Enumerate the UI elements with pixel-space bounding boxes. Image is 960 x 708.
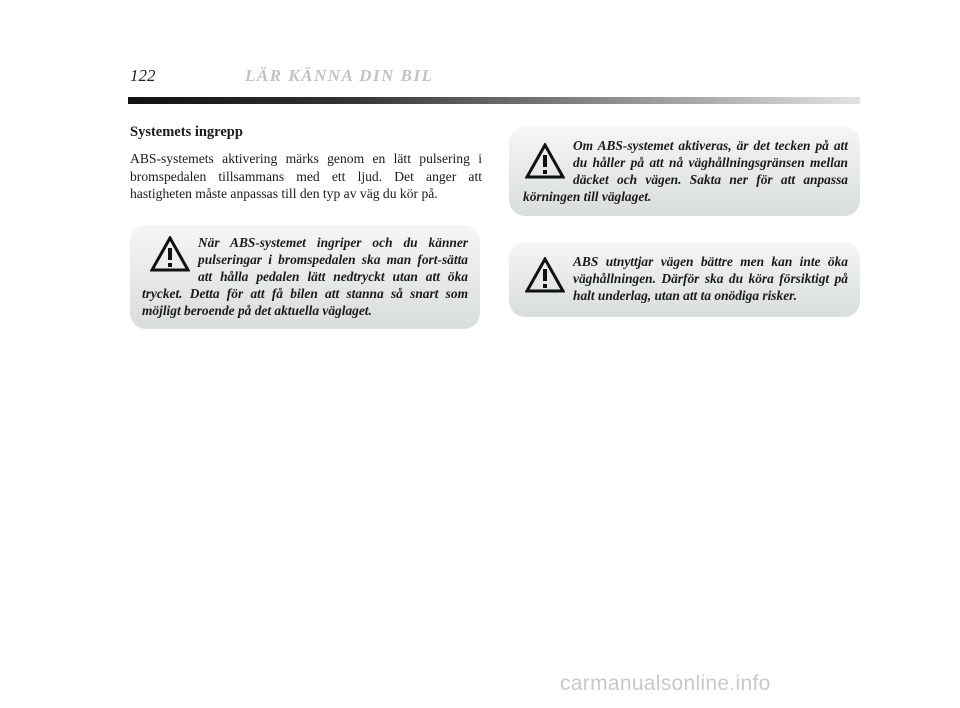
warning-triangle-icon	[525, 143, 565, 179]
watermark: carmanualsonline.info	[560, 672, 771, 695]
running-title: LÄR KÄNNA DIN BIL	[245, 66, 434, 85]
warning-text: ABS utnyttjar vägen bättre men kan inte öka väghållningen. Därför ska du köra försiktigt på halt underlag, utan att ta onödiga risker.	[573, 254, 848, 303]
warning-box-pedal-pulsing	[130, 225, 480, 329]
page-number: 122	[130, 66, 156, 85]
warning-triangle-icon	[525, 257, 565, 293]
header-rule	[128, 97, 860, 104]
section-heading: Systemets ingrepp	[130, 124, 243, 140]
warning-text: Om ABS-systemet aktiveras, är det tecken på att du håller på att nå väghållningsgränsen mellan däcket och vägen. Sakta ner för att anpassa körningen till väglaget.	[523, 138, 848, 204]
section-body-text: ABS-systemets aktivering märks genom en lätt pulsering i bromspedalen tillsammans med ett ljud. Det anger att hastigheten måste anpassas till den typ av väg du kör på.	[130, 151, 482, 201]
warning-triangle-icon	[150, 236, 190, 272]
warning-box-road-grip	[509, 242, 860, 317]
warning-text: När ABS-systemet ingriper och du känner pulseringar i bromspedalen ska man fort-sätta att hålla pedalen lätt nedtryckt utan att öka trycket. Detta för att få bilen att stanna så snart som möjligt beroende på det aktuella väglaget.	[142, 235, 468, 318]
warning-box-abs-activation	[509, 127, 860, 216]
